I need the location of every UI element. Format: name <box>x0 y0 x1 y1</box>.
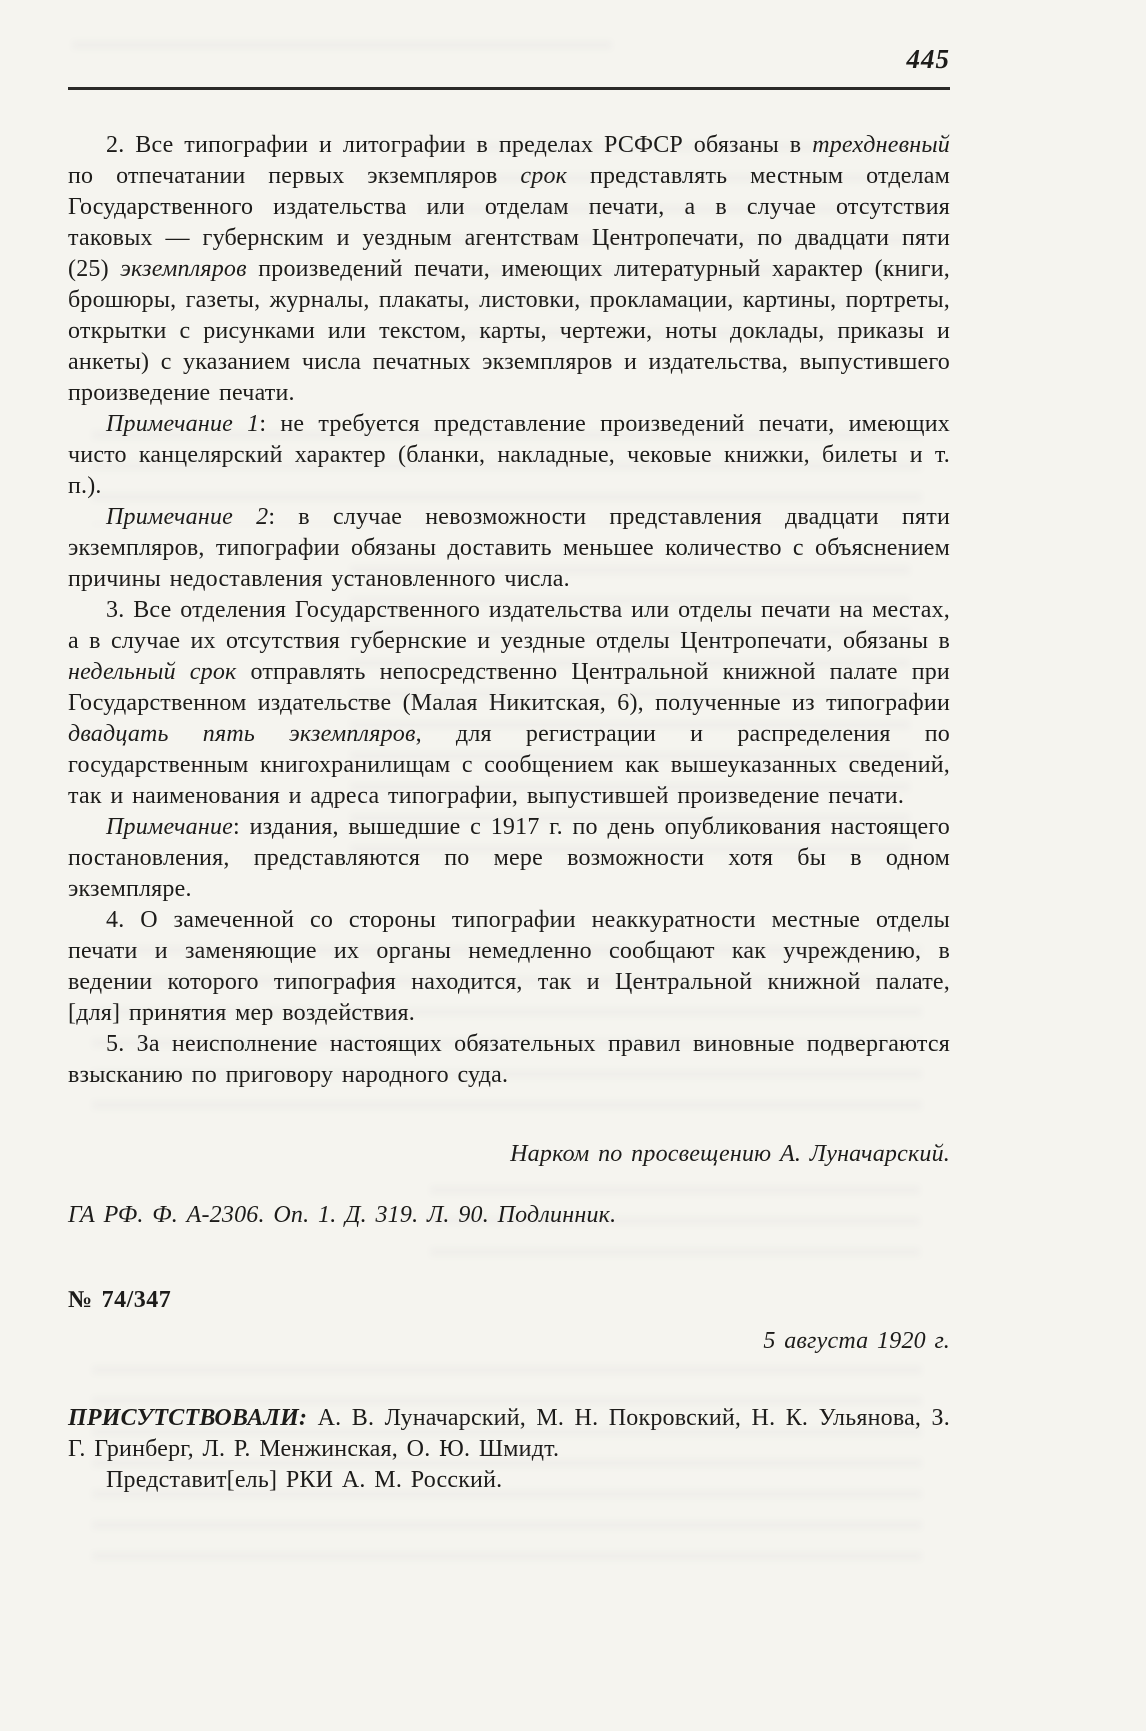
text-segment: : в случае невозможности представления двадцати пяти экземпляров, типографии обязаны доставить меньшее количество с объяснением причины недоставления установленного числа. <box>68 504 950 592</box>
text-segment: А. В. Луначарский, М. Н. Покровский, Н. К. Ульянова, З. Г. Гринберг, Л. Р. Менжинская, О. Ю. Шмидт. <box>68 1405 950 1462</box>
note-2 <box>68 502 950 595</box>
text-segment: трехдневный <box>812 132 950 158</box>
attendees-paragraph <box>68 1403 950 1465</box>
document-body <box>68 130 950 1496</box>
note-3 <box>68 812 950 905</box>
text-segment: отправлять непосредственно Центральной книжной палате при Государственном издательстве (Малая Никитская, 6), полученные из типографии <box>68 659 950 716</box>
document-number <box>68 1285 950 1316</box>
signature-line <box>68 1139 950 1170</box>
page-header <box>68 44 950 90</box>
text-segment: 2. Все типографии и литографии в пределах РСФСР обязаны в <box>106 132 813 158</box>
text-segment: : не требуется представление произведений печати, имеющих чисто канцелярский характер (бланки, накладные, чековые книжки, билеты и т. п.). <box>68 411 950 499</box>
header-rule <box>68 87 950 90</box>
text-segment: Примечание 2 <box>106 504 269 530</box>
text-segment: № 74/347 <box>68 1287 172 1313</box>
representative-paragraph <box>68 1465 950 1496</box>
text-segment: : издания, вышедшие с 1917 г. по день опубликования настоящего постановления, представляются по мере возможности хотя бы в одном экземпляре. <box>68 814 950 902</box>
text-segment: Примечание 1 <box>106 411 260 437</box>
text-segment: произведений печати, имеющих литературный характер (книги, брошюры, газеты, журналы, плакаты, листовки, прокламации, картины, портреты, открытки с рисунками или текстом, карты, чертежи, ноты доклады, приказы и анкеты) с указанием числа печатных экземпляров и издательства, выпустившего произведение печати. <box>68 256 951 406</box>
text-segment: 5 августа 1920 г. <box>763 1328 950 1354</box>
document-date <box>68 1326 950 1357</box>
text-segment: 5. За неисполнение настоящих обязательных правил виновные подвергаются взысканию по приговору народного суда. <box>68 1031 950 1088</box>
text-segment: срок <box>520 163 568 189</box>
page-number: 445 <box>906 44 950 74</box>
text-segment: ПРИСУТСТВОВАЛИ: <box>68 1405 308 1431</box>
text-segment: 3. Все отделения Государственного издательства или отделы печати на местах, а в случае их отсутствия губернские и уездные отделы Центропечати, обязаны в <box>68 597 950 654</box>
paragraph-point-4 <box>68 905 950 1029</box>
archive-reference <box>68 1200 950 1231</box>
note-1 <box>68 409 950 502</box>
paragraph-point-5 <box>68 1029 950 1091</box>
text-segment: Примечание <box>106 814 233 840</box>
text-segment: экземпляров <box>120 256 247 282</box>
text-segment: ГА РФ. Ф. А-2306. Оп. 1. Д. 319. Л. 90. Подлинник. <box>68 1202 617 1228</box>
text-segment: по отпечатании первых экземпляров <box>68 163 521 189</box>
paragraph-point-2 <box>68 130 950 409</box>
paragraph-point-3 <box>68 595 950 812</box>
text-segment: 4. О замеченной со стороны типографии неаккуратности местные отделы печати и заменяющие их органы немедленно сообщают как учреждению, в ведении которого типография находится, так и Центральной книжной палате, [для] принятия мер воздействия. <box>68 907 950 1026</box>
text-segment: недельный срок <box>68 659 237 685</box>
text-segment: , для регистрации и распределения по государственным книгохранилищам с сообщением как вышеуказанных сведений, так и наименования и адреса типографии, выпустившей произведение печати. <box>68 721 950 809</box>
text-segment: Нарком по просвещению А. Луначарский. <box>510 1141 950 1167</box>
text-segment: представлять местным отделам Государственного издательства или отделам печати, а в случае отсутствия таковых — губернским и уездным агентствам Центропечати, по двадцати пяти (25) <box>68 163 951 282</box>
text-segment: двадцать пять экземпляров <box>68 721 416 747</box>
text-segment: Представит[ель] РКИ А. М. Росский. <box>106 1467 503 1493</box>
